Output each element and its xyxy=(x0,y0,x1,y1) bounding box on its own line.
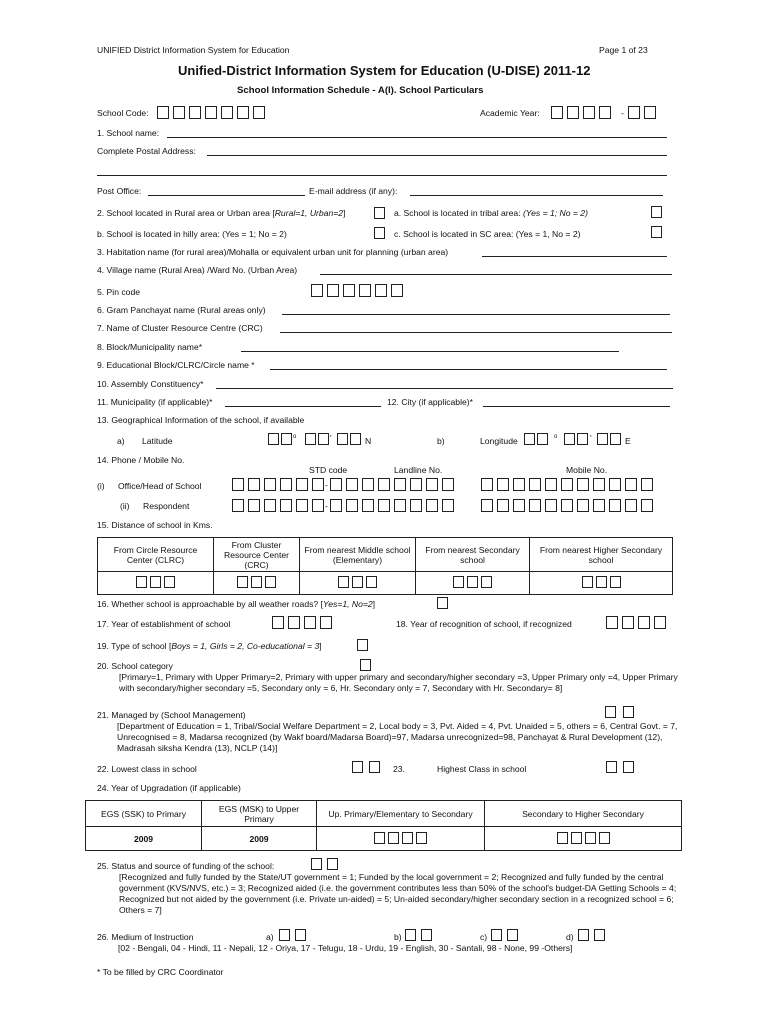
establishment-year-box-2[interactable] xyxy=(288,616,300,629)
medium-c-box-2[interactable] xyxy=(507,929,518,941)
distance-cell-secondary[interactable] xyxy=(416,572,530,595)
latitude-second-box-1[interactable] xyxy=(337,433,348,445)
office-landline-box-7[interactable] xyxy=(426,478,438,491)
medium-option-d: d) xyxy=(566,932,574,942)
q4-label: 4. Village name (Rural Area) /Ward No. (Urban Area) xyxy=(97,265,298,275)
q7-label: 7. Name of Cluster Resource Centre (CRC) xyxy=(97,323,263,333)
q2c-box[interactable] xyxy=(651,226,662,238)
form-subtitle: School Information Schedule - A(I). School Particulars xyxy=(237,85,484,96)
establishment-year-box-4[interactable] xyxy=(320,616,332,629)
academic-year-end-box-2[interactable] xyxy=(644,106,656,119)
q18-label: 18. Year of recognition of school, if recognized xyxy=(396,619,572,629)
q11-line[interactable] xyxy=(225,406,381,407)
q16-box[interactable] xyxy=(437,597,448,609)
respondent-mobile-box-5[interactable] xyxy=(545,499,557,512)
pin-code-box-1[interactable] xyxy=(311,284,323,297)
respondent-std-box-2[interactable] xyxy=(248,499,260,512)
respondent-mobile-box-8[interactable] xyxy=(593,499,605,512)
academic-year-start-box-4[interactable] xyxy=(599,106,611,119)
q6-label: 6. Gram Panchayat name (Rural areas only) xyxy=(97,305,266,315)
q21-description: [Department of Education = 1, Tribal/Social Welfare Department = 2, Local body = 3, Pvt. Aided = 4, Pvt. Unaided = 5, others = 6, Central Govt. = 7, Unrecognised = 8, Madarsa recognized (by Wakf board/Madarsa Board)=97, Madarsa unrecognized=98, Panchayat & Rural Development (12), Madrasah siksha Kendra (13), NCLP (14)] xyxy=(117,721,678,753)
school-code-box-1[interactable] xyxy=(157,106,169,119)
q12-line[interactable] xyxy=(483,406,670,407)
distance-header-secondary: From nearest Secondary school xyxy=(416,538,530,572)
q9-label: 9. Educational Block/CLRC/Circle name * xyxy=(97,360,255,370)
phone-dash: - xyxy=(325,501,328,511)
respondent-landline-box-6[interactable] xyxy=(410,499,422,512)
medium-option-b: b) xyxy=(394,932,402,942)
header-page-number: Page 1 of 23 xyxy=(599,45,648,55)
latitude-a: a) xyxy=(117,436,125,446)
respondent-std-box-3[interactable] xyxy=(264,499,276,512)
medium-a-box-2[interactable] xyxy=(295,929,306,941)
office-std-box-3[interactable] xyxy=(264,478,276,491)
respondent-mobile-box-4[interactable] xyxy=(529,499,541,512)
q23-box-1[interactable] xyxy=(606,761,617,773)
medium-c-box-1[interactable] xyxy=(491,929,502,941)
office-mobile-box-8[interactable] xyxy=(593,478,605,491)
std-code-label: STD code xyxy=(309,465,348,475)
longitude-label: Longitude xyxy=(480,436,518,446)
office-mobile-box-3[interactable] xyxy=(513,478,525,491)
q2b-label: b. School is located in hilly area: (Yes = 1; No = 2) xyxy=(97,229,287,239)
school-code-box-2[interactable] xyxy=(173,106,185,119)
office-landline-box-4[interactable] xyxy=(378,478,390,491)
q19-options: Boys = 1, Girls = 2, Co-educational = 3 xyxy=(171,641,320,651)
email-line[interactable] xyxy=(410,195,663,196)
q23-box-2[interactable] xyxy=(623,761,634,773)
q8-line[interactable] xyxy=(241,351,619,352)
respondent-mobile-box-3[interactable] xyxy=(513,499,525,512)
q3-line[interactable] xyxy=(482,256,667,257)
latitude-label: Latitude xyxy=(142,436,173,446)
medium-d-box-1[interactable] xyxy=(578,929,589,941)
q19-text: 19. Type of school [ xyxy=(97,641,172,651)
office-mobile-box-5[interactable] xyxy=(545,478,557,491)
q13-label: 13. Geographical Information of the school, if available xyxy=(97,415,305,425)
longitude-second-box-1[interactable] xyxy=(597,433,608,445)
longitude-east: E xyxy=(625,436,631,446)
q21-box-2[interactable] xyxy=(623,706,634,718)
respondent-mobile-box-6[interactable] xyxy=(561,499,573,512)
q17-label: 17. Year of establishment of school xyxy=(97,619,231,629)
school-code-box-7[interactable] xyxy=(253,106,265,119)
q5-label: 5. Pin code xyxy=(97,287,140,297)
latitude-degree-symbol: o xyxy=(293,434,297,440)
medium-b-box-2[interactable] xyxy=(421,929,432,941)
q2a-box[interactable] xyxy=(651,206,662,218)
school-code-label: School Code: xyxy=(97,108,149,118)
upgradation-header-egs-upper-primary: EGS (MSK) to Upper Primary xyxy=(202,801,317,827)
office-index: (i) xyxy=(97,481,105,491)
distance-cell-clrc[interactable] xyxy=(98,572,214,595)
office-mobile-box-10[interactable] xyxy=(625,478,637,491)
phone-dash: - xyxy=(325,480,328,490)
post-office-line[interactable] xyxy=(148,195,305,196)
latitude-minute-box-2[interactable] xyxy=(318,433,329,445)
latitude-minute-symbol: ' xyxy=(330,433,332,443)
recognition-year-box-2[interactable] xyxy=(622,616,634,629)
office-std-box-1[interactable] xyxy=(232,478,244,491)
upgradation-header-primary-secondary: Up. Primary/Elementary to Secondary xyxy=(317,801,485,827)
office-mobile-box-4[interactable] xyxy=(529,478,541,491)
academic-year-label: Academic Year: xyxy=(480,108,540,118)
respondent-landline-box-8[interactable] xyxy=(442,499,454,512)
q4-line[interactable] xyxy=(320,274,672,275)
q8-label: 8. Block/Municipality name* xyxy=(97,342,203,352)
q25-label: 25. Status and source of funding of the school: xyxy=(97,861,275,871)
longitude-degree-box-1[interactable] xyxy=(524,433,535,445)
q2-box[interactable] xyxy=(374,207,385,219)
medium-option-a: a) xyxy=(266,932,274,942)
distance-header-crc: From Cluster Resource Center (CRC) xyxy=(214,538,300,572)
q2-label xyxy=(97,208,345,219)
q11-label: 11. Municipality (if applicable)* xyxy=(97,397,213,407)
longitude-minute-box-2[interactable] xyxy=(577,433,588,445)
q23-label: Highest Class in school xyxy=(437,764,527,774)
recognition-year-box-3[interactable] xyxy=(638,616,650,629)
office-std-box-5[interactable] xyxy=(296,478,308,491)
q16-end: ] xyxy=(372,599,376,609)
q19-box[interactable] xyxy=(357,639,368,651)
respondent-label: Respondent xyxy=(143,501,190,511)
office-landline-box-2[interactable] xyxy=(346,478,358,491)
distance-header-clrc: From Circle Resource Center (CLRC) xyxy=(98,538,214,572)
upgradation-year-egs-upper-primary: 2009 xyxy=(202,827,317,851)
pin-code-box-2[interactable] xyxy=(327,284,339,297)
q14-label: 14. Phone / Mobile No. xyxy=(97,455,185,465)
upgradation-year-egs-primary: 2009 xyxy=(86,827,202,851)
q25-description: [Recognized and fully funded by the State/UT government = 1; Funded by the local government = 2; Recognized and fully funded by the central government (KVS/NVS, etc.) = 3; Recognized aided (i.e. the government contributes less than 50% of the school's budget-DA Getting Schools = 4; Recognized but not aided by the government (i.e. Private un-aided) = 5; Un-aided secondary/higher secondary section in a recognized school = 6; Others = 7] xyxy=(119,872,677,915)
q26-label: 26. Medium of Instruction xyxy=(97,932,194,942)
office-landline-box-1[interactable] xyxy=(330,478,342,491)
office-landline-box-3[interactable] xyxy=(362,478,374,491)
longitude-b: b) xyxy=(437,436,445,446)
respondent-mobile-box-2[interactable] xyxy=(497,499,509,512)
q6-line[interactable] xyxy=(282,314,670,315)
upgradation-cell-secondary-higher[interactable] xyxy=(485,827,682,851)
office-std-box-4[interactable] xyxy=(280,478,292,491)
office-mobile-box-7[interactable] xyxy=(577,478,589,491)
q21-label: 21. Managed by (School Management) xyxy=(97,710,246,720)
respondent-std-box-6[interactable] xyxy=(312,499,324,512)
q22-box-1[interactable] xyxy=(352,761,363,773)
distance-cell-higher-secondary[interactable] xyxy=(530,572,673,595)
q3-label: 3. Habitation name (for rural area)/Mohalla or equivalent urban unit for planning (urban area) xyxy=(97,247,449,257)
q25-box-2[interactable] xyxy=(327,858,338,870)
upgradation-header-secondary-higher: Secondary to Higher Secondary xyxy=(485,801,682,827)
q2-text: 2. School located in Rural area or Urban area [ xyxy=(97,208,275,218)
medium-a-box-1[interactable] xyxy=(279,929,290,941)
distance-table xyxy=(97,537,673,595)
pin-code-box-3[interactable] xyxy=(343,284,355,297)
landline-label: Landline No. xyxy=(394,465,443,475)
q21-box-1[interactable] xyxy=(605,706,616,718)
academic-year-end-box-1[interactable] xyxy=(628,106,640,119)
q2a-text: a. School is located in tribal area: xyxy=(394,208,521,218)
medium-d-box-2[interactable] xyxy=(594,929,605,941)
q12-label: 12. City (if applicable)* xyxy=(387,397,473,407)
recognition-year-box-1[interactable] xyxy=(606,616,618,629)
recognition-year-box-4[interactable] xyxy=(654,616,666,629)
header-system-name: UNIFIED District Information System for Education xyxy=(97,45,290,55)
upgradation-header-egs-primary: EGS (SSK) to Primary xyxy=(86,801,202,827)
q16-label xyxy=(97,599,375,610)
school-code-box-3[interactable] xyxy=(189,106,201,119)
academic-year-start-box-1[interactable] xyxy=(551,106,563,119)
office-landline-box-8[interactable] xyxy=(442,478,454,491)
respondent-index: (ii) xyxy=(120,501,130,511)
respondent-mobile-box-11[interactable] xyxy=(641,499,653,512)
respondent-mobile-box-1[interactable] xyxy=(481,499,493,512)
office-label: Office/Head of School xyxy=(118,481,202,491)
q2a-options: (Yes = 1; No = 2) xyxy=(522,208,588,218)
office-mobile-box-2[interactable] xyxy=(497,478,509,491)
latitude-degree-box-1[interactable] xyxy=(268,433,279,445)
q10-line[interactable] xyxy=(216,388,673,389)
upgradation-cell-primary-secondary[interactable] xyxy=(317,827,485,851)
office-std-box-6[interactable] xyxy=(312,478,324,491)
establishment-year-box-1[interactable] xyxy=(272,616,284,629)
office-mobile-box-1[interactable] xyxy=(481,478,493,491)
latitude-degree-box-2[interactable] xyxy=(281,433,292,445)
school-code-box-4[interactable] xyxy=(205,106,217,119)
academic-year-start-box-2[interactable] xyxy=(567,106,579,119)
pin-code-box-6[interactable] xyxy=(391,284,403,297)
footnote: * To be filled by CRC Coordinator xyxy=(97,967,224,977)
postal-address-label: Complete Postal Address: xyxy=(97,146,196,156)
distance-header-higher-secondary: From nearest Higher Secondary school xyxy=(530,538,673,572)
q22-label: 22. Lowest class in school xyxy=(97,764,197,774)
distance-cell-crc[interactable] xyxy=(214,572,300,595)
respondent-landline-box-1[interactable] xyxy=(330,499,342,512)
q22-box-2[interactable] xyxy=(369,761,380,773)
q19-end: ] xyxy=(319,641,322,651)
q19-label xyxy=(97,641,322,652)
pin-code-box-5[interactable] xyxy=(375,284,387,297)
q2c-label: c. School is located in SC area: (Yes = 1, No = 2) xyxy=(394,229,581,239)
mobile-label: Mobile No. xyxy=(566,465,608,475)
distance-cell-middle[interactable] xyxy=(300,572,416,595)
medium-option-c: c) xyxy=(480,932,488,942)
upgradation-table xyxy=(85,800,682,851)
medium-b-box-1[interactable] xyxy=(405,929,416,941)
respondent-landline-box-5[interactable] xyxy=(394,499,406,512)
email-label: E-mail address (if any): xyxy=(309,186,398,196)
q26-description: [02 - Bengali, 04 - Hindi, 11 - Nepali, 12 - Oriya, 17 - Telugu, 18 - Urdu, 19 - English, 30 - Santali, 98 - None, 99 -Others] xyxy=(118,943,573,953)
q7-line[interactable] xyxy=(280,332,672,333)
longitude-second-box-2[interactable] xyxy=(610,433,621,445)
respondent-std-box-4[interactable] xyxy=(280,499,292,512)
school-code-box-5[interactable] xyxy=(221,106,233,119)
distance-header-middle: From nearest Middle school (Elementary) xyxy=(300,538,416,572)
academic-year-dash: - xyxy=(621,108,624,118)
q2b-box[interactable] xyxy=(374,227,385,239)
respondent-landline-box-4[interactable] xyxy=(378,499,390,512)
postal-address-line-2[interactable] xyxy=(97,175,667,176)
latitude-second-box-2[interactable] xyxy=(350,433,361,445)
form-title: Unified-District Information System for Education (U-DISE) 2011-12 xyxy=(178,63,591,78)
office-landline-box-5[interactable] xyxy=(394,478,406,491)
postal-address-line[interactable] xyxy=(207,155,667,156)
respondent-mobile-box-7[interactable] xyxy=(577,499,589,512)
respondent-mobile-box-10[interactable] xyxy=(625,499,637,512)
post-office-label: Post Office: xyxy=(97,186,142,196)
office-std-box-2[interactable] xyxy=(248,478,260,491)
q9-line[interactable] xyxy=(270,369,667,370)
respondent-mobile-box-9[interactable] xyxy=(609,499,621,512)
q24-label: 24. Year of Upgradation (if applicable) xyxy=(97,783,241,793)
q20-label: 20. School category xyxy=(97,661,173,671)
pin-code-box-4[interactable] xyxy=(359,284,371,297)
longitude-degree-symbol: o xyxy=(554,434,558,440)
longitude-minute-box-1[interactable] xyxy=(564,433,575,445)
office-mobile-box-9[interactable] xyxy=(609,478,621,491)
respondent-landline-box-2[interactable] xyxy=(346,499,358,512)
respondent-std-box-1[interactable] xyxy=(232,499,244,512)
school-name-label: 1. School name: xyxy=(97,128,160,138)
respondent-landline-box-3[interactable] xyxy=(362,499,374,512)
q16-options: Yes=1, No=2 xyxy=(322,599,373,609)
longitude-degree-box-2[interactable] xyxy=(537,433,548,445)
q20-box[interactable] xyxy=(360,659,371,671)
latitude-minute-box-1[interactable] xyxy=(305,433,316,445)
q2a-label xyxy=(394,208,588,219)
academic-year-start-box-3[interactable] xyxy=(583,106,595,119)
respondent-std-box-5[interactable] xyxy=(296,499,308,512)
latitude-north: N xyxy=(365,436,372,446)
office-mobile-box-6[interactable] xyxy=(561,478,573,491)
school-code-box-6[interactable] xyxy=(237,106,249,119)
q23-number: 23. xyxy=(393,764,405,774)
longitude-minute-symbol: ' xyxy=(590,433,592,443)
establishment-year-box-3[interactable] xyxy=(304,616,316,629)
q20-description: [Primary=1, Primary with Upper Primary=2, Primary with upper primary and secondary/higher secondary =3, Upper Primary only =4, Upper Primary with secondary/higher secondary =5, Secondary only = 6, Hr. Secondary only = 7, Secondary with Hr. Secondary= 8] xyxy=(119,672,678,693)
q16-text: 16. Whether school is approachable by all weather roads? [ xyxy=(97,599,323,609)
office-mobile-box-11[interactable] xyxy=(641,478,653,491)
q25-box-1[interactable] xyxy=(311,858,322,870)
office-landline-box-6[interactable] xyxy=(410,478,422,491)
school-name-line[interactable] xyxy=(167,137,667,138)
q15-label: 15. Distance of school in Kms. xyxy=(97,520,213,530)
q2-options: Rural=1, Urban=2 xyxy=(274,208,344,218)
q10-label: 10. Assembly Constituency* xyxy=(97,379,204,389)
q2-end: ] xyxy=(343,208,346,218)
respondent-landline-box-7[interactable] xyxy=(426,499,438,512)
